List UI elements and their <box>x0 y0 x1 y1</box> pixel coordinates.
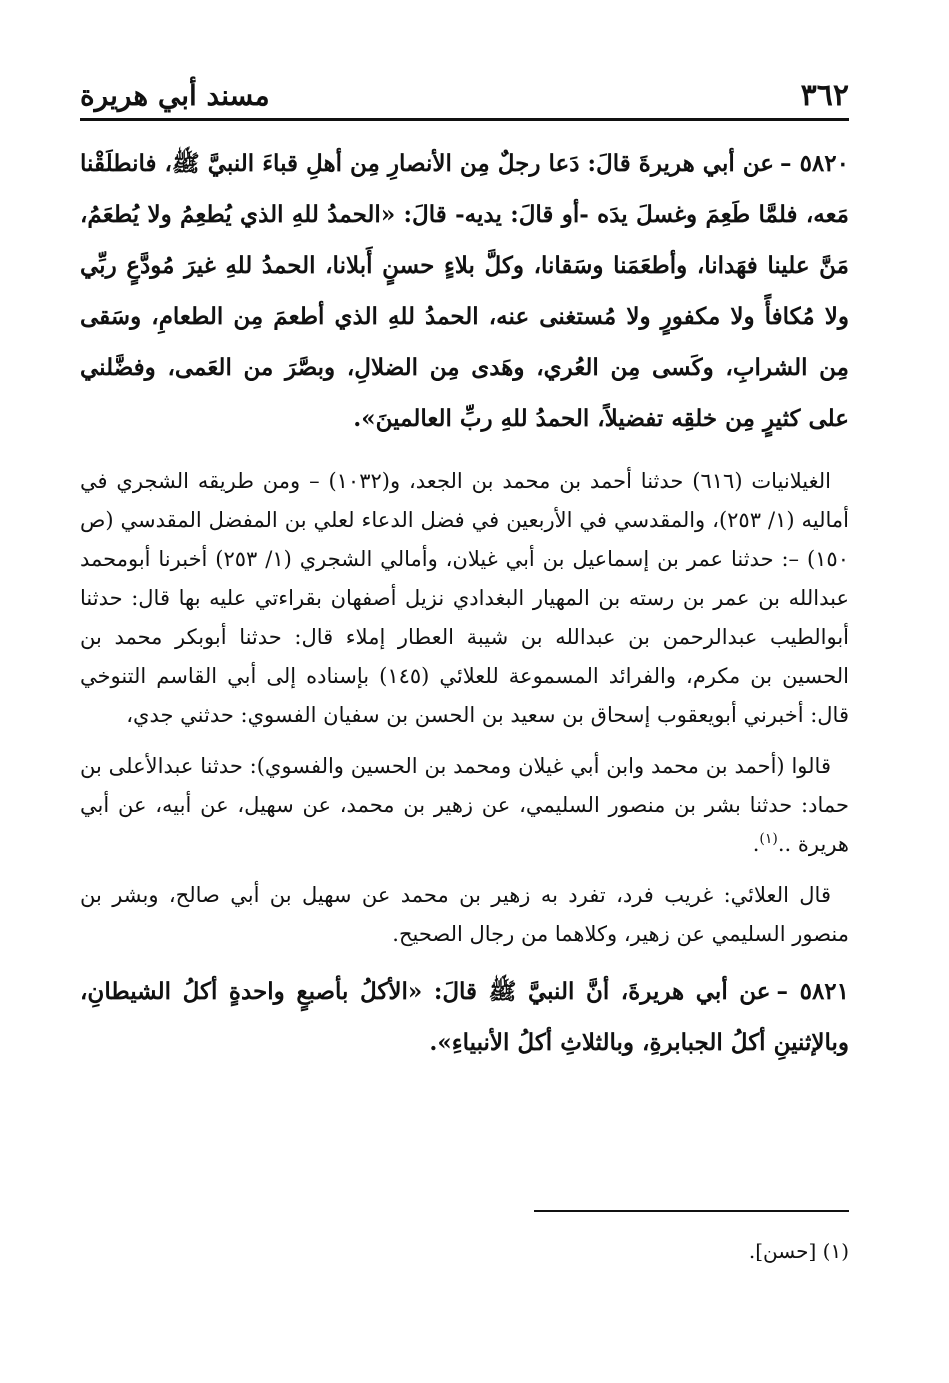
hadith-text: عن أبي هريرةَ قالَ: دَعا رجلٌ مِن الأنصارِ مِن أهلِ قباءَ النبيَّ ﷺ، فانطلَقْنا مَعه، فلمَّا طَعِمَ وغسلَ يدَه -أو قالَ: يديه- قالَ: «الحمدُ للهِ الذي يُطعِمُ ولا يُطعَمُ، مَنَّ علينا فهَدانا، وأطعَمَنا وسَقانا، وكلَّ بلاءٍ حسنٍ أَبلانا، الحمدُ للهِ غيرَ مُودَّعٍ ربِّي ولا مُكافأً ولا مكفورٍ ولا مُستغنى عنه، الحمدُ للهِ الذي أطعمَ مِن الطعامِ، وسَقى مِن الشرابِ، وكَسى مِن العُري، وهَدى مِن الضلالِ، وبصَّرَ من العَمى، وفضَّلني على كثيرٍ مِن خلقِه تفضيلاً، الحمدُ للهِ ربِّ العالمينَ». <box>80 150 849 432</box>
page-body <box>80 138 849 1086</box>
page-header <box>80 70 849 116</box>
takhrij-paragraph-3: قال العلائي: غريب فرد، تفرد به زهير بن محمد عن سهيل بن أبي صالح، وبشر بن منصور السليمي عن زهير، وكلاهما من رجال الصحيح. <box>80 883 849 946</box>
takhrij-paragraph-2: قالوا (أحمد بن محمد وابن أبي غيلان ومحمد بن الحسين والفسوي): حدثنا عبدالأعلى بن حماد: حدثنا بشر بن منصور السليمي، عن زهير بن محمد، عن سهيل، عن أبيه، عن أبي هريرة ..$^{(١)}$. <box>80 754 849 856</box>
hadith-5821 <box>80 966 849 1068</box>
takhrij-paragraph-1: الغيلانيات (٦١٦) حدثنا أحمد بن محمد بن الجعد، و(١٠٣٢) – ومن طريقه الشجري في أماليه (١/ ٢٥٣)، والمقدسي في الأربعين في فضل الدعاء لعلي بن المفضل المقدسي (ص ١٥٠) –: حدثنا عمر بن إسماعيل بن أبي غيلان، وأمالي الشجري (١/ ٢٥٣) أخبرنا أبومحمد عبدالله بن عمر بن رسته بن المهيار البغدادي نزيل أصفهان بقراءتي عليه بها قال: حدثنا أبوالطيب عبدالرحمن بن عبدالله بن شيبة العطار إملاء قال: حدثنا أبوبكر محمد بن الحسين بن مكرم، والفرائد المسموعة للعلائي (١٤٥) بإسناده إلى أبي القاسم التنوخي قال: أخبرني أبويعقوب إسحاق بن سعيد بن الحسن بن سفيان الفسوي: حدثني جدي، <box>80 469 850 727</box>
footnote-rule <box>534 1210 849 1212</box>
takhrij-text: قالوا (أحمد بن محمد وابن أبي غيلان ومحمد بن الحسين والفسوي): حدثنا عبدالأعلى بن حماد: حدثنا بشر بن منصور السليمي، عن زهير بن محمد، عن سهيل، عن أبيه، عن أبي هريرة .. <box>80 754 849 856</box>
hadith-text: عن أبي هريرةَ، أنَّ النبيَّ ﷺ قالَ: «الأكلُ بأصبعٍ واحدةٍ أكلُ الشيطانِ، وبالإثنينِ أكلُ الجبابرةِ، وبالثلاثِ أكلُ الأنبياءِ». <box>80 978 849 1056</box>
page-number: ٣٦٢ <box>800 78 849 113</box>
header-rule <box>80 118 849 121</box>
running-title: مسند أبي هريرة <box>80 79 270 112</box>
footnote-reference: (١) <box>759 831 778 847</box>
hadith-number: ٥٨٢٠ – <box>780 150 849 177</box>
hadith-5820 <box>80 138 849 444</box>
hadith-number: ٥٨٢١ – <box>776 978 850 1005</box>
footnote: (١) [حسن]. <box>748 1239 849 1263</box>
